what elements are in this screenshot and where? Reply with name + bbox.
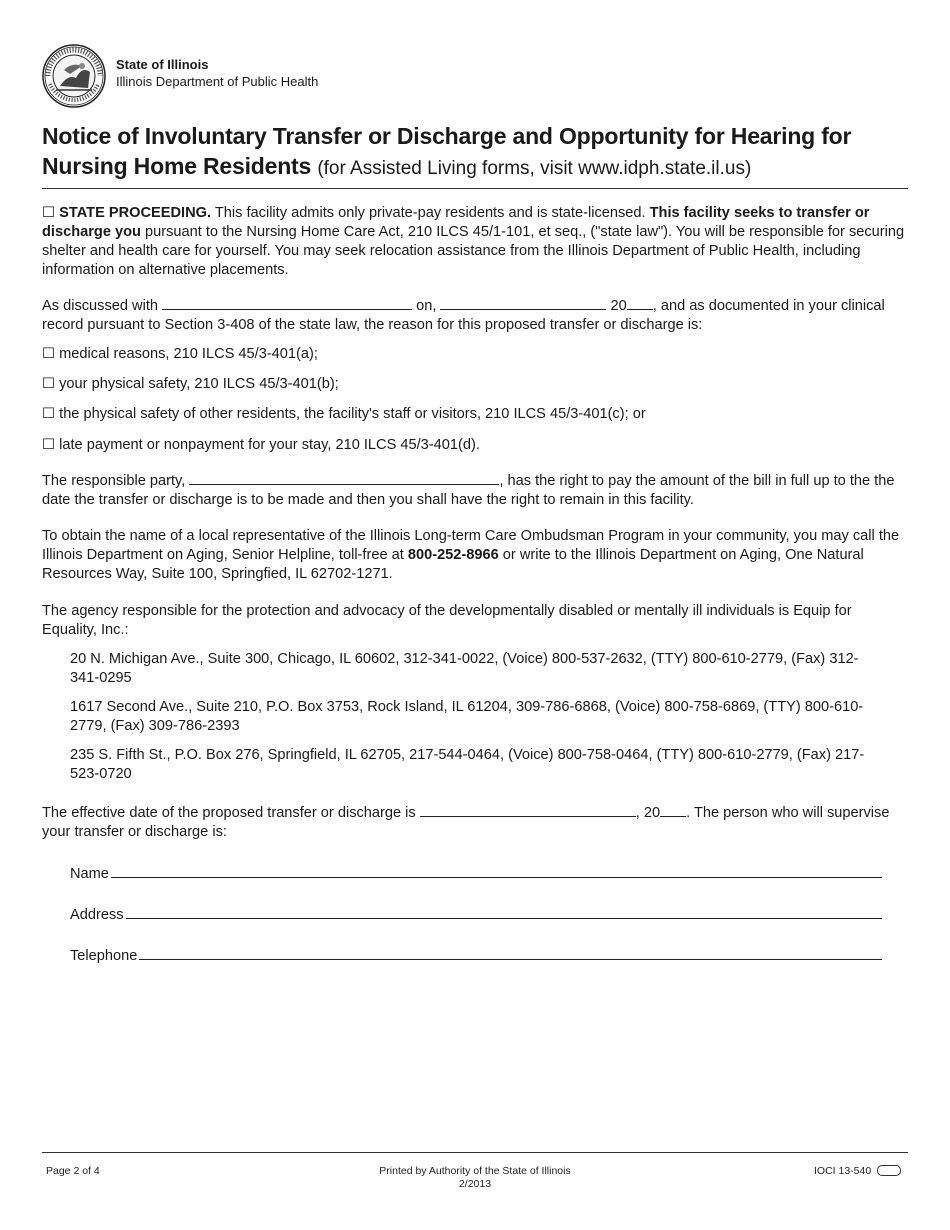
senior-helpline-phone: 800-252-8966 xyxy=(407,547,499,563)
title-main: Notice of Involuntary Transfer or Discharge and Opportunity for Hearing for Nursing Home Residents xyxy=(42,123,852,179)
agency-address-springfield: 235 S. Fifth St., P.O. Box 276, Springfield, IL 62705, 217-544-0464, (Voice) 800-758-0464, (TTY) 800-610-2779, (Fax) 217-523-0720 xyxy=(70,747,865,782)
state-proceeding-heading: STATE PROCEEDING. xyxy=(59,205,212,221)
discussed-paragraph xyxy=(42,296,910,335)
ombudsman-text2: or write to the Illinois Department on Aging, One Natural Resources Way, Suite 100, Springfied, IL 62702-1271. xyxy=(42,547,864,582)
reason-physical-safety[interactable]: ☐ your physical safety, 210 ILCS 45/3-401(b); xyxy=(42,376,339,392)
agency-intro: The agency responsible for the protection and advocacy of the developmentally disabled or mentally ill individuals is Equip for Equality, Inc.: xyxy=(42,603,852,638)
print-date: 2/2013 xyxy=(458,1178,492,1190)
footer-divider xyxy=(42,1152,908,1153)
form-number: IOCI 13-540 xyxy=(814,1165,872,1177)
discussed-with-field[interactable] xyxy=(162,296,412,310)
reason-others-safety[interactable]: ☐ the physical safety of other residents, the facility's staff or visitors, 210 ILCS 45/3-401(c); or xyxy=(42,406,646,422)
effective-date-paragraph xyxy=(42,803,910,842)
discussed-date-field[interactable] xyxy=(440,296,606,310)
agency-address-rock-island: 1617 Second Ave., Suite 210, P.O. Box 3753, Rock Island, IL 61204, 309-786-6868, (Voice) 800-758-6869, (TTY) 800-610-2779, (Fax) 309-786-2393 xyxy=(70,699,864,734)
agency-address-chicago: 20 N. Michigan Ave., Suite 300, Chicago, IL 60602, 312-341-0022, (Voice) 800-537-2632, (TTY) 800-610-2779, (Fax) 312-341-0295 xyxy=(70,651,859,686)
state-proceeding-paragraph xyxy=(42,204,910,280)
supervisor-name-row xyxy=(70,863,882,884)
responsible-prefix: The responsible party, xyxy=(42,473,186,489)
effective-date-field[interactable] xyxy=(420,803,636,817)
form-number-block xyxy=(814,1165,901,1178)
discussed-year-field[interactable] xyxy=(627,296,653,310)
footer-printed xyxy=(325,1165,625,1191)
title-divider xyxy=(42,188,908,189)
effective-year-field[interactable] xyxy=(660,803,686,817)
supervisor-address-row xyxy=(70,904,882,925)
title-subtitle: (for Assisted Living forms, visit www.idph.state.il.us) xyxy=(317,158,752,179)
address-input[interactable] xyxy=(126,904,882,919)
effective-year: , 20 xyxy=(635,805,661,821)
state-proceeding-text1: This facility admits only private-pay residents and is state-licensed. xyxy=(211,205,650,221)
discussed-on: on, xyxy=(416,298,437,314)
supervisor-telephone-row xyxy=(70,945,882,966)
printed-authority: Printed by Authority of the State of Illinois xyxy=(379,1165,571,1177)
responsible-suffix: , has the right to pay the amount of the bill in full up to the the date the transfer or discharge is to be made and then you shall have the right to remain in this facility. xyxy=(42,473,895,508)
name-label: Name xyxy=(70,866,109,882)
union-bug-icon xyxy=(877,1165,901,1176)
illinois-state-seal-icon xyxy=(42,44,106,108)
discussed-prefix: As discussed with xyxy=(42,298,158,314)
address-label: Address xyxy=(70,907,124,923)
state-name: State of Illinois xyxy=(116,57,209,72)
reason-payment[interactable]: ☐ late payment or nonpayment for your stay, 210 ILCS 45/3-401(d). xyxy=(42,437,480,453)
ombudsman-paragraph xyxy=(42,527,910,584)
reason-medical[interactable]: ☐ medical reasons, 210 ILCS 45/3-401(a); xyxy=(42,346,318,362)
responsible-party-field[interactable] xyxy=(189,471,499,485)
agency-header xyxy=(116,56,318,90)
name-input[interactable] xyxy=(111,863,882,878)
department-name: Illinois Department of Public Health xyxy=(116,74,319,89)
effective-prefix: The effective date of the proposed transfer or discharge is xyxy=(42,805,416,821)
ombudsman-text1: To obtain the name of a local representative of the Illinois Long-term Care Ombudsman Program in your community, you may call the Illinois Department on Aging, Senior Helpline, toll-free at xyxy=(42,528,900,563)
state-proceeding-text2: pursuant to the Nursing Home Care Act, 210 ILCS 45/1-101, et seq., ("state law"). You will be responsible for securing shelter and health care for yourself. You may seek relocation assistance from the Illinois Department of Public Health, including information on alternative placements. xyxy=(42,224,905,278)
telephone-input[interactable] xyxy=(139,945,882,960)
discussed-suffix: , and as documented in your clinical record pursuant to Section 3-408 of the state law, the reason for this proposed transfer or discharge is: xyxy=(42,298,885,333)
discussed-year: 20 xyxy=(610,298,627,314)
state-proceeding-checkbox[interactable]: ☐ xyxy=(42,205,56,221)
state-proceeding-bold: This facility seeks to transfer or discharge you xyxy=(42,205,870,240)
effective-suffix: . The person who will supervise your transfer or discharge is: xyxy=(42,805,890,840)
page-number: Page 2 of 4 xyxy=(46,1165,100,1177)
telephone-label: Telephone xyxy=(70,948,138,964)
responsible-party-paragraph xyxy=(42,471,910,510)
page-title xyxy=(42,121,912,184)
